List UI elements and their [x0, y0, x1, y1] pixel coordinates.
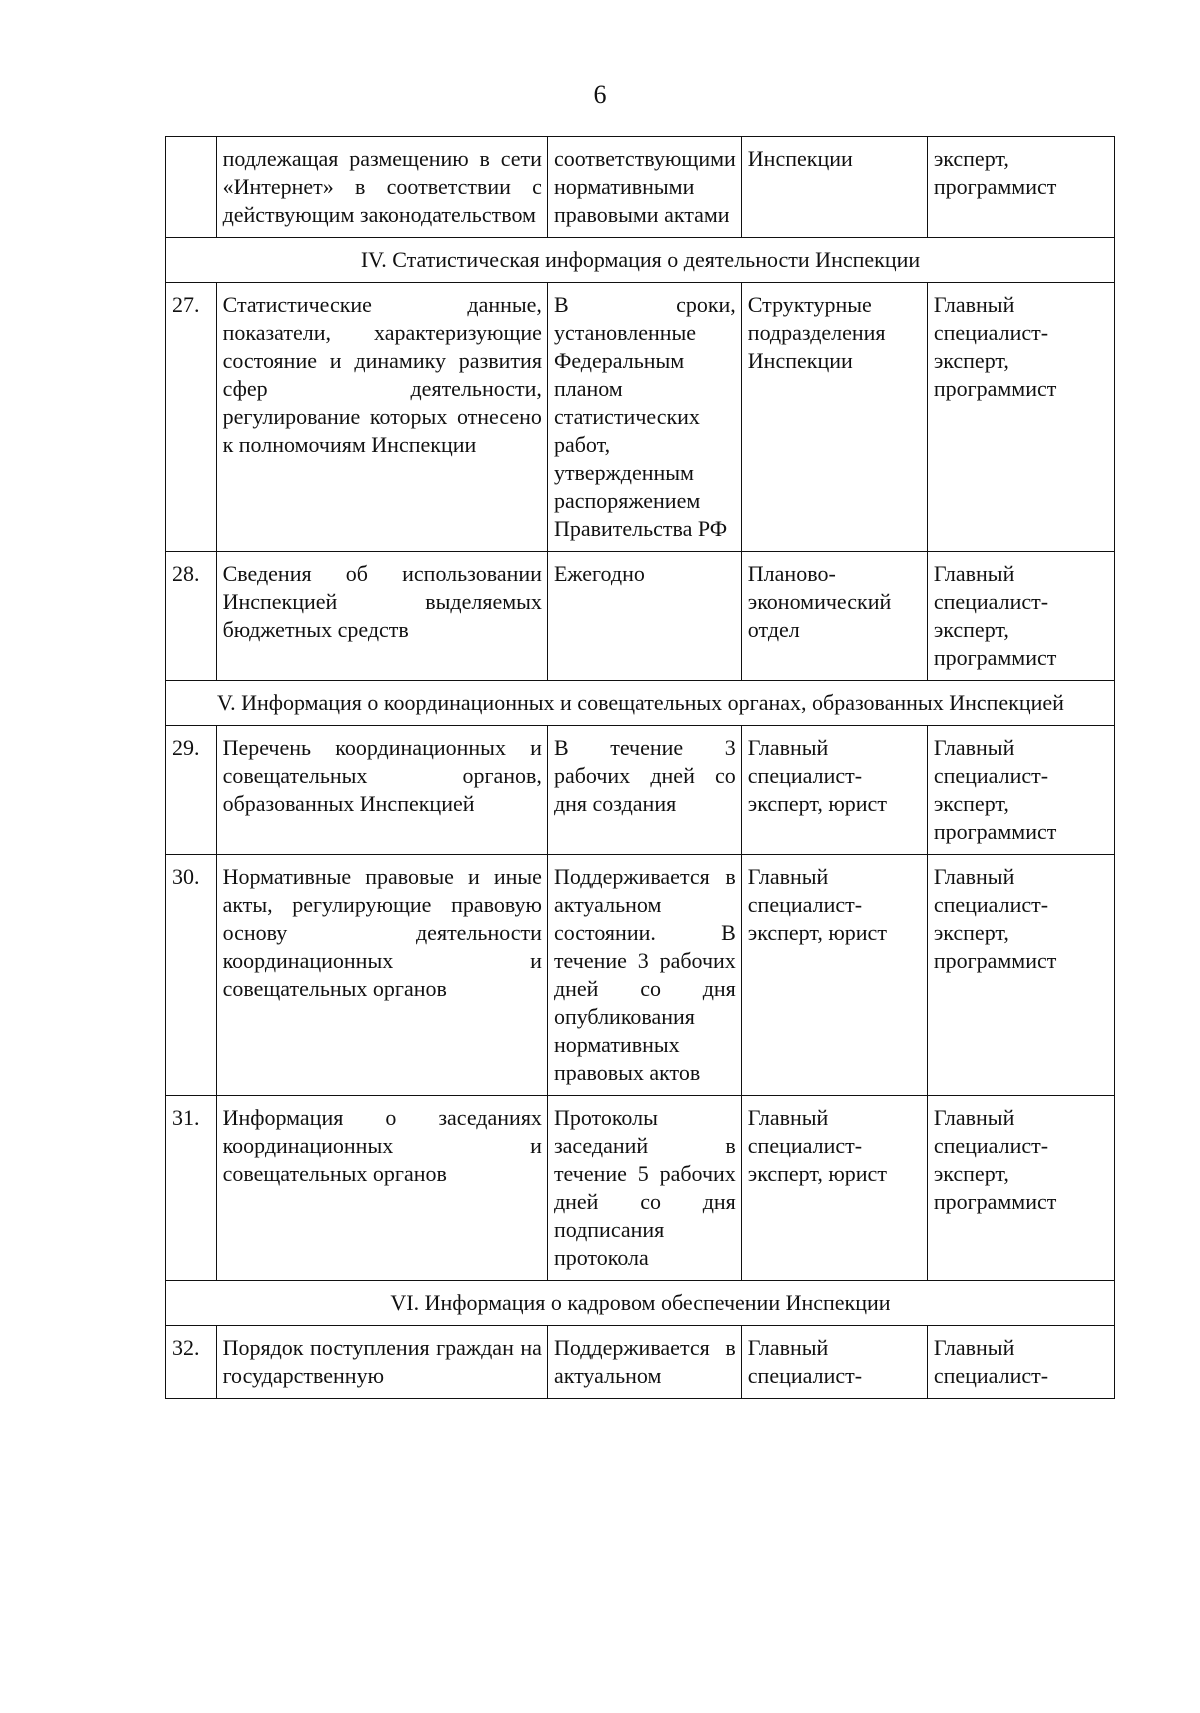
row-description: Статистические данные, показатели, характеризующие состояние и динамику развития сфер деятельности, регулирование которых отнесено к полномочиям Инспекции [216, 283, 547, 552]
section-header-row [166, 1281, 1115, 1326]
row-publisher: Главный специалист-эксперт, программист [927, 855, 1114, 1096]
row-description: Сведения об использовании Инспекцией выделяемых бюджетных средств [216, 552, 547, 681]
row-responsible: Структурные подразделения Инспекции [741, 283, 927, 552]
row-description: Перечень координационных и совещательных органов, образованных Инспекцией [216, 726, 547, 855]
row-publisher: эксперт, программист [927, 137, 1114, 238]
row-number [166, 137, 217, 238]
row-responsible: Главный специалист-эксперт, юрист [741, 855, 927, 1096]
row-number: 28. [166, 552, 217, 681]
row-deadline: Протоколы заседаний в течение 5 рабочих дней со дня подписания протокола [547, 1096, 741, 1281]
row-number: 29. [166, 726, 217, 855]
section-title: VI. Информация о кадровом обеспечении Инспекции [166, 1281, 1115, 1326]
table-row [166, 283, 1115, 552]
row-number: 32. [166, 1326, 217, 1399]
row-responsible: Инспекции [741, 137, 927, 238]
row-deadline: соответствующими нормативными правовыми актами [547, 137, 741, 238]
table-row [166, 855, 1115, 1096]
row-publisher: Главный специалист-эксперт, программист [927, 726, 1114, 855]
row-number: 31. [166, 1096, 217, 1281]
row-deadline: В сроки, установленные Федеральным планом статистических работ, утвержденным распоряжением Правительства РФ [547, 283, 741, 552]
row-responsible: Главный специалист-эксперт, юрист [741, 726, 927, 855]
row-publisher: Главный специалист-эксперт, программист [927, 1096, 1114, 1281]
row-deadline: Поддерживается в актуальном состоянии. В течение 3 рабочих дней со дня опубликования нормативных правовых актов [547, 855, 741, 1096]
table-row [166, 1326, 1115, 1399]
row-description: Порядок поступления граждан на государственную [216, 1326, 547, 1399]
section-title: V. Информация о координационных и совещательных органах, образованных Инспекцией [166, 681, 1115, 726]
row-deadline: В течение 3 рабочих дней со дня создания [547, 726, 741, 855]
table-row [166, 137, 1115, 238]
row-publisher: Главный специалист- [927, 1326, 1114, 1399]
row-description: подлежащая размещению в сети «Интернет» в соответствии с действующим законодательством [216, 137, 547, 238]
table-row [166, 552, 1115, 681]
row-number: 30. [166, 855, 217, 1096]
row-deadline: Ежегодно [547, 552, 741, 681]
disclosure-table [165, 136, 1115, 1399]
row-number: 27. [166, 283, 217, 552]
row-deadline: Поддерживается в актуальном [547, 1326, 741, 1399]
row-responsible: Планово-экономический отдел [741, 552, 927, 681]
row-responsible: Главный специалист- [741, 1326, 927, 1399]
section-header-row [166, 681, 1115, 726]
row-description: Нормативные правовые и иные акты, регулирующие правовую основу деятельности координационных и совещательных органов [216, 855, 547, 1096]
row-responsible: Главный специалист-эксперт, юрист [741, 1096, 927, 1281]
disclosure-table-body [166, 137, 1115, 1399]
row-description: Информация о заседаниях координационных и совещательных органов [216, 1096, 547, 1281]
table-row [166, 1096, 1115, 1281]
row-publisher: Главный специалист-эксперт, программист [927, 283, 1114, 552]
section-title: IV. Статистическая информация о деятельности Инспекции [166, 238, 1115, 283]
section-header-row [166, 238, 1115, 283]
page-number: 6 [593, 80, 607, 109]
row-publisher: Главный специалист-эксперт, программист [927, 552, 1114, 681]
table-row [166, 726, 1115, 855]
